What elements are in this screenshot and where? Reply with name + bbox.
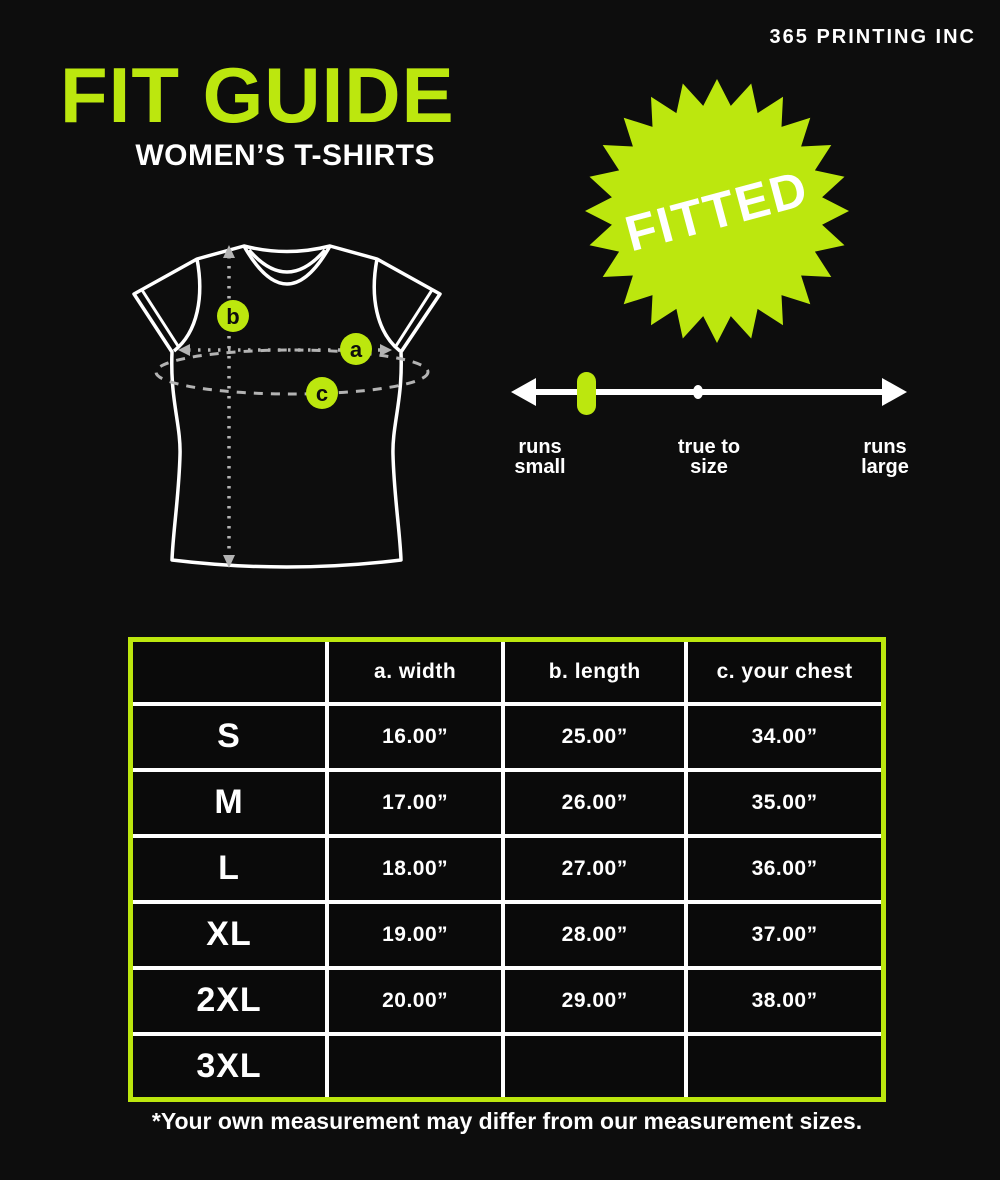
- fit-scale: [500, 355, 920, 430]
- table-row: [131, 770, 884, 836]
- tshirt-armhole-right: [374, 259, 400, 351]
- table-row: [131, 704, 884, 770]
- scale-label-true-to-size: [649, 437, 769, 477]
- cell-width: [327, 1034, 503, 1100]
- cell-width: 16.00”: [327, 704, 503, 770]
- cell-chest: [686, 1034, 883, 1100]
- col-header-width: a. width: [327, 640, 503, 704]
- scale-label-line: large: [861, 456, 909, 478]
- col-header-size: [131, 640, 328, 704]
- cell-chest: 38.00”: [686, 968, 883, 1034]
- scale-arrow-right-icon: [882, 378, 907, 406]
- scale-label-line: size: [690, 456, 728, 478]
- cell-length: 26.00”: [503, 770, 686, 836]
- page-subtitle: WOMEN’S T-SHIRTS: [135, 139, 435, 172]
- scale-label-line: runs: [863, 436, 907, 458]
- fit-position-marker: [577, 372, 596, 415]
- page-title: FIT GUIDE: [60, 51, 455, 139]
- tshirt-sleevehem-right: [396, 290, 432, 346]
- marker-a-label: a: [349, 337, 363, 362]
- scale-label-runs-small: [480, 437, 600, 477]
- table-row: [131, 1034, 884, 1100]
- badge-label: FITTED: [619, 159, 815, 263]
- cell-length: 29.00”: [503, 968, 686, 1034]
- col-header-length: b. length: [503, 640, 686, 704]
- brand-name: 365 PRINTING INC: [769, 26, 976, 48]
- cell-size: 2XL: [131, 968, 328, 1034]
- cell-size: 3XL: [131, 1034, 328, 1100]
- cell-chest: 37.00”: [686, 902, 883, 968]
- cell-length: 25.00”: [503, 704, 686, 770]
- table-row: [131, 968, 884, 1034]
- cell-size: XL: [131, 902, 328, 968]
- cell-length: [503, 1034, 686, 1100]
- scale-label-line: small: [514, 456, 566, 478]
- measurement-disclaimer: *Your own measurement may differ from our measurement sizes.: [151, 1108, 863, 1134]
- cell-size: L: [131, 836, 328, 902]
- cell-size: M: [131, 770, 328, 836]
- measure-ellipse-chest: [156, 350, 428, 394]
- size-table: [128, 637, 886, 1102]
- center-tick-dot: [693, 385, 703, 399]
- cell-width: 18.00”: [327, 836, 503, 902]
- cell-chest: 36.00”: [686, 836, 883, 902]
- tshirt-armhole-left: [174, 259, 200, 351]
- tshirt-diagram: [118, 233, 463, 588]
- marker-c-label: c: [315, 381, 329, 406]
- scale-label-line: runs: [518, 436, 562, 458]
- scale-label-line: true to: [677, 436, 741, 458]
- cell-size: S: [131, 704, 328, 770]
- col-header-chest: c. your chest: [686, 640, 883, 704]
- cell-length: 27.00”: [503, 836, 686, 902]
- table-row: [131, 836, 884, 902]
- scale-arrow-left-icon: [511, 378, 536, 406]
- cell-length: 28.00”: [503, 902, 686, 968]
- cell-chest: 35.00”: [686, 770, 883, 836]
- cell-width: 20.00”: [327, 968, 503, 1034]
- cell-width: 19.00”: [327, 902, 503, 968]
- marker-b-label: b: [226, 304, 240, 329]
- tshirt-outline: [134, 246, 440, 567]
- table-row: [131, 902, 884, 968]
- cell-width: 17.00”: [327, 770, 503, 836]
- cell-chest: 34.00”: [686, 704, 883, 770]
- scale-label-runs-large: [825, 437, 945, 477]
- fitted-badge: [567, 61, 867, 361]
- table-header-row: [131, 640, 884, 704]
- tshirt-sleevehem-left: [142, 290, 178, 346]
